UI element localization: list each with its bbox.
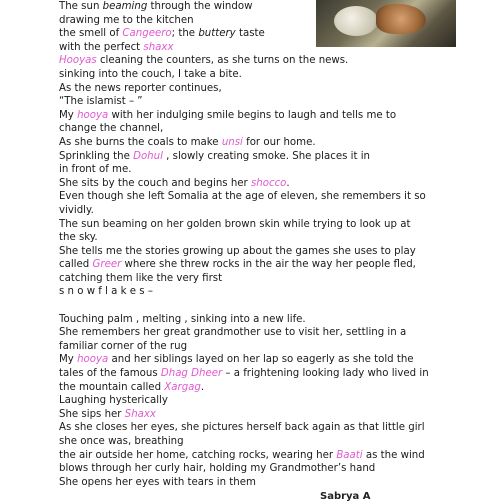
poem-text: the smell of — [59, 28, 123, 40]
poem-line — [59, 204, 449, 218]
poem-line — [59, 408, 449, 422]
poem-text: As she closes her eyes, she pictures herself back again as that little girl — [59, 422, 425, 434]
poem-line — [59, 190, 449, 204]
poem-text: with the perfect — [59, 41, 144, 53]
poem-text: the air outside her home, catching rocks, wearing her — [59, 449, 337, 461]
somali-word: Xargag — [164, 381, 201, 393]
poem-text: change the channel, — [59, 123, 164, 135]
poem-line — [59, 367, 449, 381]
somali-word: Dhag Dheer — [160, 368, 223, 380]
poem-text: taste — [235, 28, 265, 40]
poem-text: for our home. — [242, 136, 316, 148]
poem-line — [59, 462, 449, 476]
poem-text: ; the — [171, 28, 199, 40]
somali-word: Hooyas — [59, 55, 97, 67]
poem-text: My — [59, 354, 78, 366]
somali-word: Shaxx — [124, 408, 156, 420]
poem-text: catching them like the very first — [59, 272, 223, 284]
poem-body — [59, 0, 449, 500]
poem-line — [59, 353, 449, 367]
poem-text: s n o w f l a k e s – — [59, 286, 153, 298]
poem-text: Touching palm , melting , sinking into a new life. — [59, 313, 306, 325]
poem-text: As the news reporter continues, — [59, 82, 222, 94]
poem-text: She tells me the stories growing up about the games she uses to play — [59, 245, 416, 257]
poem-text: Laughing hysterically — [59, 395, 168, 407]
somali-word: Baati — [336, 449, 363, 461]
poem-line — [59, 136, 449, 150]
poem-text: drawing me to the kitchen — [59, 14, 194, 26]
poem-text: . — [286, 177, 290, 189]
poem-line — [59, 245, 449, 259]
somali-word: unsi — [221, 136, 243, 148]
poem-text: As she burns the coals to make — [59, 136, 222, 148]
poem-text: “The islamist – ” — [59, 96, 143, 108]
poem-line — [59, 54, 449, 68]
poem-text: where she threw rocks in the air the way her people fled, — [121, 259, 416, 271]
poem-line — [59, 109, 449, 123]
poem-line — [59, 14, 449, 28]
author-signature: Sabrya A — [320, 491, 371, 502]
somali-word: Dohul — [133, 150, 163, 162]
poem-line — [59, 41, 449, 55]
poem-line — [59, 340, 449, 354]
poem-text: familiar corner of the rug — [59, 340, 188, 352]
poem-line — [59, 122, 449, 136]
poem-line — [59, 177, 449, 191]
somali-word: shaxx — [143, 41, 174, 53]
poem-text: beaming — [102, 1, 148, 12]
poem-text: called — [59, 259, 93, 271]
poem-line — [59, 150, 449, 164]
poem-line — [59, 231, 449, 245]
poem-text: cleaning the counters, as she turns on the news. — [96, 55, 349, 67]
poem-line — [59, 68, 449, 82]
poem-line — [59, 285, 449, 299]
poem-line — [59, 163, 449, 177]
somali-word: Greer — [92, 259, 122, 271]
poem-text: She remembers her great grandmother use to visit her, settling in a — [59, 327, 407, 339]
poem-line — [59, 435, 449, 449]
poem-text: My — [59, 109, 78, 121]
poem-text: blows through her curly hair, holding my Grandmother’s hand — [59, 463, 376, 475]
poem-text: The sun beaming on her golden brown skin while trying to look up at — [59, 218, 411, 230]
poem-text: vividly. — [59, 204, 94, 216]
poem-line — [59, 313, 449, 327]
poem-text: – a frightening looking lady who lived in — [222, 368, 429, 380]
poem-text: Sprinkling the — [59, 150, 134, 162]
poem-text: the mountain called — [59, 381, 165, 393]
poem-text: in front of me. — [59, 164, 132, 176]
somali-word: hooya — [77, 109, 109, 121]
poem-text: buttery — [198, 28, 236, 40]
poem-line — [59, 0, 449, 14]
poem-line — [59, 272, 449, 286]
poem-text: she once was, breathing — [59, 436, 184, 447]
poem-text: tales of the famous — [59, 368, 161, 380]
somali-word: hooya — [77, 354, 109, 366]
poem-text: with her indulging smile begins to laugh and tells me to — [108, 109, 397, 121]
poem-text: and her siblings layed on her lap so eagerly as she told the — [108, 354, 414, 366]
poem-line — [59, 326, 449, 340]
poem-line — [59, 449, 449, 463]
poem-text: Even though she left Somalia at the age of eleven, she remembers it so — [59, 191, 426, 203]
poem-text: the sky. — [59, 232, 98, 244]
poem-text: The sun — [59, 1, 103, 12]
poem-line — [59, 95, 449, 109]
poem-line — [59, 476, 449, 490]
poem-line — [59, 381, 449, 395]
somali-word: shocco — [250, 177, 287, 189]
poem-text: . — [200, 381, 205, 393]
somali-word: Cangeero — [122, 28, 172, 40]
poem-text: She sips her — [59, 408, 125, 420]
poem-text: She sits by the couch and begins her — [59, 177, 251, 189]
poem-line — [59, 218, 449, 232]
poem-line — [59, 421, 449, 435]
poem-line — [59, 299, 449, 313]
poem-text: , slowly creating smoke. She places it in — [162, 150, 370, 162]
poem-text: as the wind — [362, 449, 425, 461]
poem-text: through the window — [147, 1, 253, 12]
poem-text: She opens her eyes with tears in them — [59, 476, 256, 488]
poem-line — [59, 258, 449, 272]
poem-line — [59, 394, 449, 408]
poem-text: sinking into the couch, I take a bite. — [59, 68, 242, 80]
poem-line — [59, 82, 449, 96]
poem-line — [59, 27, 449, 41]
